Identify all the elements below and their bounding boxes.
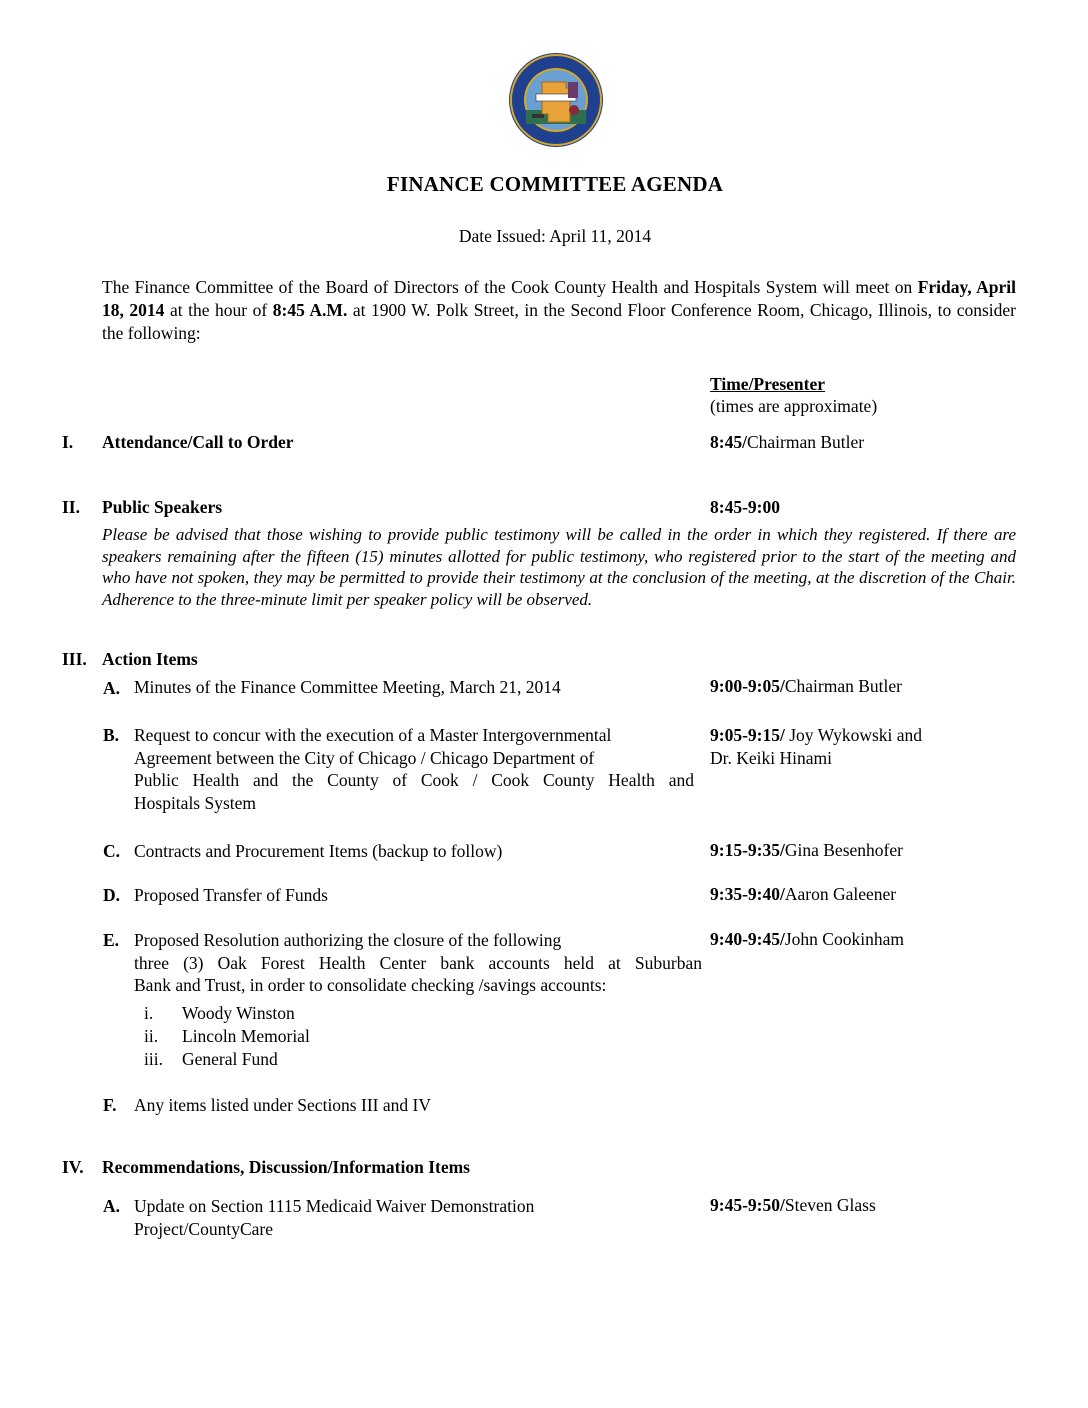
subitem-label: General Fund [182, 1049, 278, 1069]
section-number: IV. [62, 1157, 84, 1177]
cook-county-seal-logo [508, 52, 604, 148]
subitem-number: i. [144, 1003, 154, 1023]
section-time: 8:45-9:00 [710, 497, 780, 517]
section-title: Attendance/Call to Order [102, 432, 294, 452]
subitem-label: Lincoln Memorial [182, 1026, 310, 1046]
item-letter: A. [103, 678, 121, 698]
item-letter: C. [103, 841, 121, 861]
section-title: Recommendations, Discussion/Information Items [102, 1157, 470, 1177]
item-time: 9:40-9:45/John Cookinham [710, 929, 904, 949]
page-title: FINANCE COMMITTEE AGENDA [386, 172, 724, 196]
meeting-time: 8:45 A.M. [272, 300, 348, 320]
intro-paragraph: The Finance Committee of the Board of Directors of the Cook County Health and Hospitals System will meet on Friday, April 18, 2014 at the hour of 8:45 A.M. at 1900 W. Polk Street, in the Second Floor Conference Room, Chicago, Illinois, to consider the following: [102, 277, 1017, 343]
section-time: 8:45/Chairman Butler [710, 432, 865, 452]
agenda-item: Minutes of the Finance Committee Meeting, March 21, 2014 [134, 677, 561, 697]
section-number: I. [62, 432, 74, 452]
item-time: 9:45-9:50/Steven Glass [710, 1195, 876, 1215]
item-time: 9:05-9:15/ Joy Wykowski and Dr. Keiki Hinami [710, 725, 923, 768]
agenda-item: Update on Section 1115 Medicaid Waiver Demonstration Project/CountyCare [134, 1196, 535, 1239]
section-title: Action Items [102, 649, 198, 669]
agenda-item: Request to concur with the execution of a Master Intergovernmental Agreement between the City of Chicago / Chicago Department of Public Health and the County of Cook / Cook County Health and Hospitals System [134, 725, 694, 813]
item-letter: E. [103, 930, 120, 950]
agenda-item: Proposed Transfer of Funds [134, 885, 328, 905]
agenda-item: Proposed Resolution authorizing the closure of the following three (3) Oak Forest Health Center bank accounts held at Suburban Bank and Trust, in order to consolidate checking /savings accounts: [134, 930, 702, 995]
item-time: 9:35-9:40/Aaron Galeener [710, 884, 897, 904]
time-presenter-note: (times are approximate) [710, 396, 878, 416]
item-time: 9:15-9:35/Gina Besenhofer [710, 840, 903, 860]
section-title: Public Speakers [102, 497, 223, 517]
subitem-number: iii. [144, 1049, 163, 1069]
subitem-label: Woody Winston [182, 1003, 295, 1023]
item-letter: A. [103, 1196, 121, 1216]
time-presenter-heading: Time/Presenter [710, 374, 826, 394]
agenda-item: Any items listed under Sections III and IV [134, 1095, 431, 1115]
subitem-number: ii. [144, 1026, 159, 1046]
item-letter: D. [103, 885, 121, 905]
section-number: III. [62, 649, 87, 669]
item-letter: F. [103, 1095, 117, 1115]
item-letter: B. [103, 725, 120, 745]
section-number: II. [62, 497, 80, 517]
date-issued: Date Issued: April 11, 2014 [458, 226, 652, 246]
item-time: 9:00-9:05/Chairman Butler [710, 676, 902, 696]
public-speakers-note: Please be advised that those wishing to provide public testimony will be called in the order in which they registered. If there are speakers remaining after the fifteen (15) minutes allotted for public testimony, who registered prior to the start of the meeting and who have not spoken, they may be permitted to provide their testimony at the conclusion of the meeting, at the discretion of the Chair. Adherence to the three-minute limit per speaker policy will be observed. [102, 525, 1016, 609]
agenda-item: Contracts and Procurement Items (backup to follow) [134, 841, 503, 861]
meeting-date: Friday, April 18, 2014 [102, 277, 1016, 320]
